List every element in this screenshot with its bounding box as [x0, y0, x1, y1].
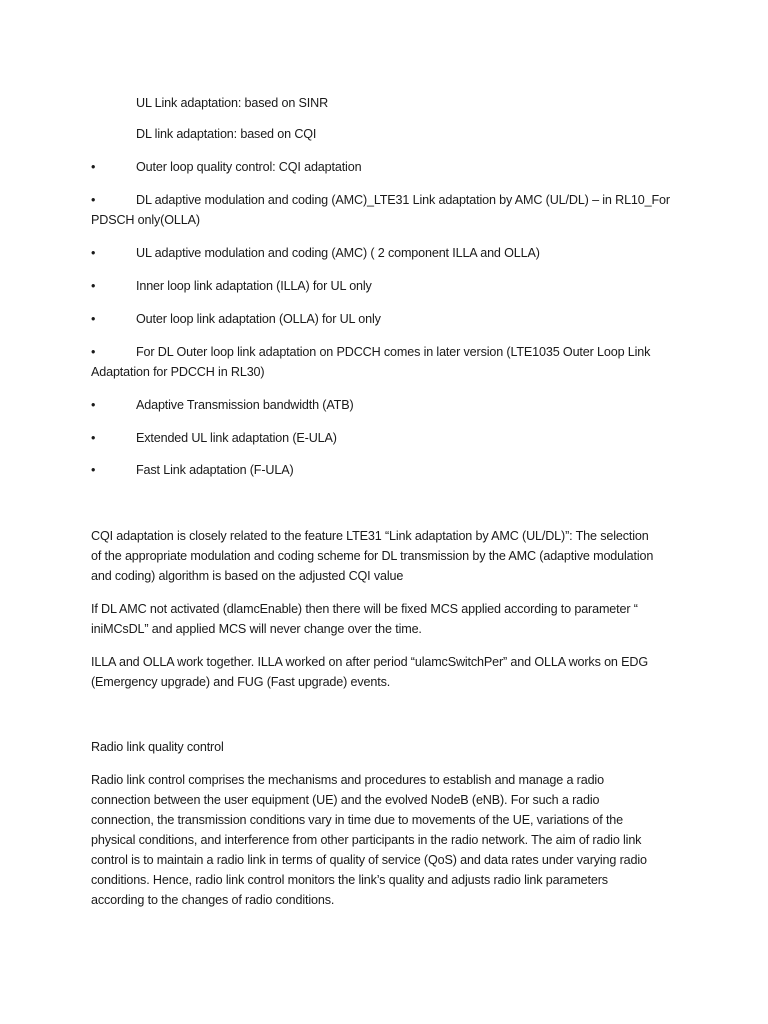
paragraph-dl-amc [91, 599, 691, 639]
paragraph-line: If DL AMC not activated (dlamcEnable) then there will be fixed MCS applied according to parameter “ [91, 602, 638, 616]
paragraph-cqi-adaptation [91, 526, 691, 586]
bullet-symbol: • [91, 463, 96, 477]
bullet-text: Inner loop link adaptation (ILLA) for UL only [136, 279, 372, 293]
paragraph-line: Radio link control comprises the mechanisms and procedures to establish and manage a radio [91, 773, 604, 787]
paragraph-line: ILLA and OLLA work together. ILLA worked on after period “ulamcSwitchPer” and OLLA works on EDG [91, 655, 648, 669]
bullet-text: DL adaptive modulation and coding (AMC)_LTE31 Link adaptation by AMC (UL/DL) – in RL10_For [136, 193, 670, 207]
paragraph-line: and coding) algorithm is based on the adjusted CQI value [91, 569, 404, 583]
bullet-text: Extended UL link adaptation (E-ULA) [136, 431, 337, 445]
paragraph-line: connection, the transmission conditions vary in time due to movements of the UE, variations of the [91, 813, 624, 827]
bullet-text: Outer loop link adaptation (OLLA) for UL only [136, 312, 381, 326]
intro-line-dl: DL link adaptation: based on CQI [136, 127, 317, 141]
bullet-symbol: • [91, 246, 96, 260]
bullet-text: Fast Link adaptation (F-ULA) [136, 463, 294, 477]
bullet-text: For DL Outer loop link adaptation on PDCCH comes in later version (LTE1035 Outer Loop Link [136, 345, 651, 359]
paragraph-line: according to the changes of radio conditions. [91, 893, 335, 907]
paragraph-line: conditions. Hence, radio link control monitors the link’s quality and adjusts radio link parameters [91, 873, 608, 887]
bullet-text-continuation: Adaptation for PDCCH in RL30) [91, 365, 265, 379]
bullet-text: Adaptive Transmission bandwidth (ATB) [136, 398, 354, 412]
bullet-symbol: • [91, 160, 96, 174]
paragraph-line: iniMCsDL” and applied MCS will never change over the time. [91, 622, 422, 636]
paragraph-line: (Emergency upgrade) and FUG (Fast upgrade) events. [91, 675, 391, 689]
section-heading: Radio link quality control [91, 740, 224, 754]
bullet-symbol: • [91, 345, 96, 359]
intro-line-ul: UL Link adaptation: based on SINR [136, 96, 329, 110]
bullet-text: UL adaptive modulation and coding (AMC) ( 2 component ILLA and OLLA) [136, 246, 540, 260]
paragraph-line: physical conditions, and interference from other participants in the radio network. The aim of radio link [91, 833, 642, 847]
paragraph-radio-link-control [91, 770, 691, 910]
bullet-symbol: • [91, 431, 96, 445]
bullet-symbol: • [91, 398, 96, 412]
bullet-symbol: • [91, 193, 96, 207]
bullet-symbol: • [91, 312, 96, 326]
bullet-symbol: • [91, 279, 96, 293]
paragraph-illa-olla [91, 652, 691, 692]
paragraph-line: CQI adaptation is closely related to the feature LTE31 “Link adaptation by AMC (UL/DL)”: The selection [91, 529, 649, 543]
paragraph-line: of the appropriate modulation and coding scheme for DL transmission by the AMC (adaptive modulation [91, 549, 654, 563]
paragraph-line: control is to maintain a radio link in terms of quality of service (QoS) and data rates under varying radio [91, 853, 647, 867]
paragraph-line: connection between the user equipment (UE) and the evolved NodeB (eNB). For such a radio [91, 793, 600, 807]
bullet-text: Outer loop quality control: CQI adaptation [136, 160, 362, 174]
bullet-text-continuation: PDSCH only(OLLA) [91, 213, 200, 227]
